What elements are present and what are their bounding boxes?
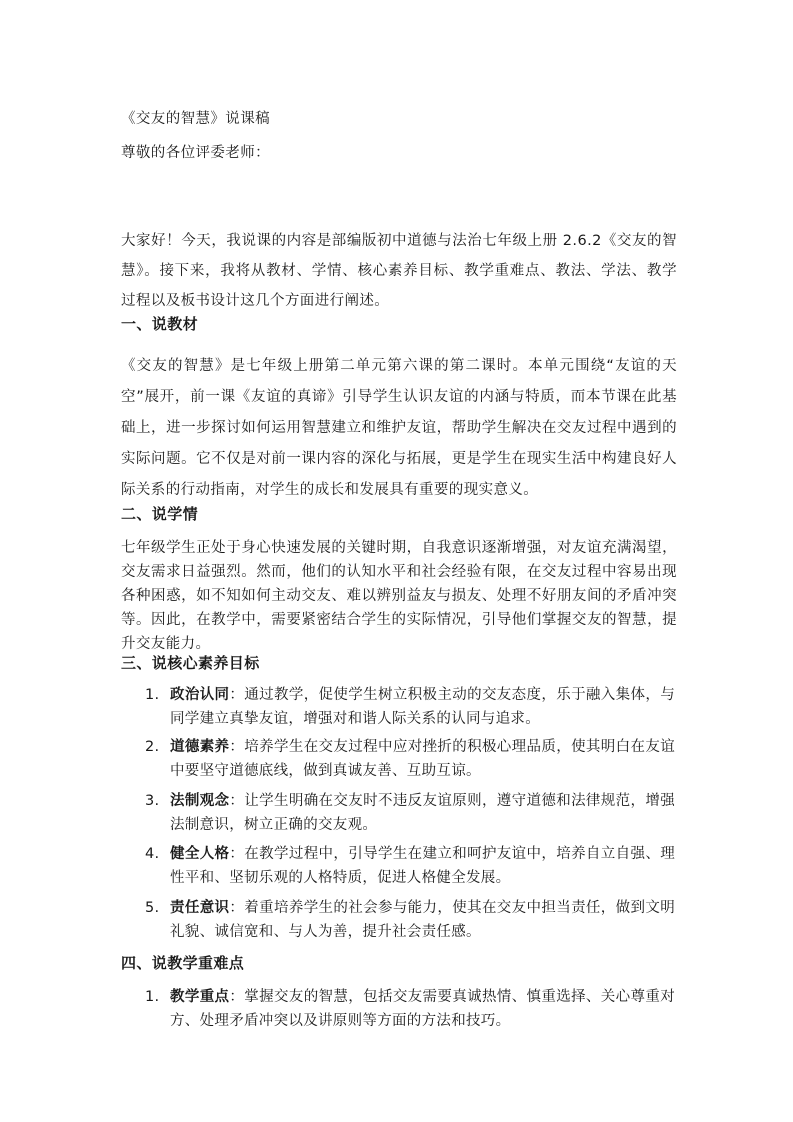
goal-term: 责任意识 bbox=[170, 900, 230, 916]
goal-term: 法制观念 bbox=[170, 793, 230, 809]
goal-item: 1. 政治认同：通过教学，促使学生树立积极主动的交友态度，乐于融入集体，与同学建立真挚友谊，增强对和谐人际关系的认同与追求。 bbox=[145, 683, 675, 731]
section-heading-goals: 三、说核心素养目标 bbox=[121, 654, 260, 672]
document-title: 《交友的智慧》说课稿 bbox=[121, 111, 270, 127]
section-heading-students: 二、说学情 bbox=[121, 505, 199, 523]
goal-item: 4. 健全人格：在教学过程中，引导学生在建立和呵护友谊中，培养自立自强、理性平和、坚韧乐观的人格特质，促进人格健全发展。 bbox=[145, 842, 675, 890]
goal-term: 道德素养 bbox=[170, 739, 230, 755]
key-point-term: 教学重点 bbox=[170, 989, 230, 1005]
goal-item: 3. 法制观念：让学生明确在交友时不违反友谊原则，遵守道德和法律规范，增强法制意识，树立正确的交友观。 bbox=[145, 789, 675, 837]
goal-item: 2. 道德素养：培养学生在交友过程中应对挫折的积极心理品质，使其明白在友谊中要坚守道德底线，做到真诚友善、互助互谅。 bbox=[145, 735, 675, 783]
section-heading-textbook: 一、说教材 bbox=[121, 315, 199, 333]
goal-term: 健全人格 bbox=[170, 846, 230, 862]
list-number: 2. bbox=[145, 739, 160, 755]
key-point-item: 1. 教学重点：掌握交友的智慧，包括交友需要真诚热情、慎重选择、关心尊重对方、处理矛盾冲突以及讲原则等方面的方法和技巧。 bbox=[145, 985, 675, 1033]
textbook-paragraph: 《交友的智慧》是七年级上册第二单元第六课的第二课时。本单元围绕“友谊的天空”展开，前一课《友谊的真谛》引导学生认识友谊的内涵与特质，而本节课在此基础上，进一步探讨如何运用智慧建立和维护友谊，帮助学生解决在交友过程中遇到的实际问题。它不仅是对前一课内容的深化与拓展，更是学生在现实生活中构建良好人际关系的行动指南，对学生的成长和发展具有重要的现实意义。 bbox=[121, 358, 677, 498]
list-number: 3. bbox=[145, 793, 160, 809]
list-number: 5. bbox=[145, 900, 160, 916]
list-number: 1. bbox=[145, 989, 160, 1005]
key-point-text: 掌握交友的智慧，包括交友需要真诚热情、慎重选择、关心尊重对方、处理矛盾冲突以及讲原则等方面的方法和技巧。 bbox=[170, 989, 675, 1029]
goal-text: 培养学生在交友过程中应对挫折的积极心理品质，使其明白在友谊中要坚守道德底线，做到真诚友善、互助互谅。 bbox=[170, 739, 675, 779]
goal-text: 让学生明确在交友时不违反友谊原则，遵守道德和法律规范，增强法制意识，树立正确的交友观。 bbox=[170, 793, 675, 833]
section-heading-key-points: 四、说教学重难点 bbox=[121, 954, 245, 972]
intro-paragraph: 大家好！今天，我说课的内容是部编版初中道德与法治七年级上册 2.6.2《交友的智慧》。接下来，我将从教材、学情、核心素养目标、教学重难点、教法、学法、教学过程以及板书设计这几个方面进行阐述。 bbox=[121, 233, 677, 309]
list-number: 4. bbox=[145, 846, 160, 862]
goal-text: 着重培养学生的社会参与能力，使其在交友中担当责任，做到文明礼貌、诚信宽和、与人为善，提升社会责任感。 bbox=[170, 900, 675, 940]
list-number: 1. bbox=[145, 687, 160, 703]
students-paragraph: 七年级学生正处于身心快速发展的关键时期，自我意识逐渐增强，对友谊充满渴望，交友需求日益强烈。然而，他们的认知水平和社会经验有限，在交友过程中容易出现各种困惑，如不知如何主动交友、难以辨别益友与损友、处理不好朋友间的矛盾冲突等。因此，在教学中，需要紧密结合学生的实际情况，引导他们掌握交友的智慧，提升交友能力。 bbox=[121, 540, 677, 652]
goal-term: 政治认同 bbox=[170, 687, 230, 703]
goal-item: 5. 责任意识：着重培养学生的社会参与能力，使其在交友中担当责任，做到文明礼貌、诚信宽和、与人为善，提升社会责任感。 bbox=[145, 896, 675, 944]
greeting: 尊敬的各位评委老师： bbox=[121, 145, 270, 161]
goal-text: 通过教学，促使学生树立积极主动的交友态度，乐于融入集体，与同学建立真挚友谊，增强对和谐人际关系的认同与追求。 bbox=[170, 687, 675, 727]
goal-text: 在教学过程中，引导学生在建立和呵护友谊中，培养自立自强、理性平和、坚韧乐观的人格特质，促进人格健全发展。 bbox=[170, 846, 675, 886]
